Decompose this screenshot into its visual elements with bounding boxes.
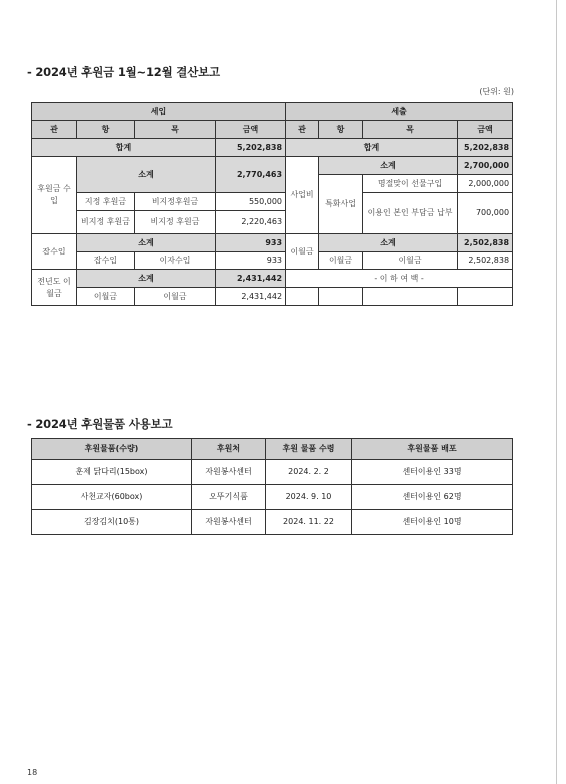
goods-header-donor: 후원처	[192, 439, 266, 460]
page-edge-divider	[556, 0, 557, 784]
nondesignated-hang: 비지정 후원금	[77, 211, 135, 234]
designated-amount: 550,000	[216, 193, 286, 211]
donation-income-gwan: 후원금 수입	[32, 157, 77, 234]
user-burden-amount: 700,000	[458, 193, 513, 234]
unit-label: (단위: 원)	[479, 87, 514, 96]
finance-report-title: - 2024년 후원금 1월~12월 결산보고	[27, 65, 220, 79]
carryover-hang: 이월금	[319, 252, 363, 270]
goods-donor: 자원봉사센터	[192, 460, 266, 485]
business-gwan: 사업비	[286, 157, 319, 234]
prev-mok: 이월금	[135, 288, 216, 306]
misc-subtotal-label: 소계	[77, 234, 216, 252]
goods-report-title: - 2024년 후원물품 사용보고	[27, 417, 173, 431]
user-burden-mok: 이용인 본인 부담금 납부	[363, 193, 458, 234]
designated-mok: 비지정후원금	[135, 193, 216, 211]
nondesignated-mok: 비지정 후원금	[135, 211, 216, 234]
goods-item: 훈제 닭다리(15box)	[32, 460, 192, 485]
goods-header-distribution: 후원물품 배포	[352, 439, 513, 460]
goods-donor: 자원봉사센터	[192, 510, 266, 535]
col-hang-income: 항	[77, 121, 135, 139]
holiday-gift-amount: 2,000,000	[458, 175, 513, 193]
goods-header-item: 후원물품(수량)	[32, 439, 192, 460]
interest-mok: 이자수입	[135, 252, 216, 270]
goods-received-date: 2024. 2. 2	[266, 460, 352, 485]
carryover-subtotal-value: 2,502,838	[458, 234, 513, 252]
empty-cell	[458, 288, 513, 306]
carryover-subtotal-label: 소계	[319, 234, 458, 252]
misc-hang: 잡수입	[77, 252, 135, 270]
empty-cell	[286, 288, 319, 306]
col-mok-income: 목	[135, 121, 216, 139]
expense-total-label: 합계	[286, 139, 458, 157]
col-mok-expense: 목	[363, 121, 458, 139]
empty-cell	[363, 288, 458, 306]
misc-subtotal-value: 933	[216, 234, 286, 252]
empty-cell	[319, 288, 363, 306]
table-row	[32, 510, 513, 535]
designated-hang: 지정 후원금	[77, 193, 135, 211]
carryover-amount: 2,502,838	[458, 252, 513, 270]
col-amount-expense: 금액	[458, 121, 513, 139]
income-total-label: 합계	[32, 139, 216, 157]
expense-header: 세출	[286, 103, 513, 121]
col-gwan-expense: 관	[286, 121, 319, 139]
goods-table	[31, 438, 513, 535]
goods-received-date: 2024. 11. 22	[266, 510, 352, 535]
prev-year-carryover-gwan: 전년도 이월금	[32, 270, 77, 306]
col-hang-expense: 항	[319, 121, 363, 139]
goods-item: 사천교자(60box)	[32, 485, 192, 510]
goods-item: 김장김치(10통)	[32, 510, 192, 535]
prev-subtotal-label: 소계	[77, 270, 216, 288]
nondesignated-amount: 2,220,463	[216, 211, 286, 234]
income-header: 세입	[32, 103, 286, 121]
col-amount-income: 금액	[216, 121, 286, 139]
page-number: 18	[27, 768, 38, 777]
goods-header-received: 후원 물품 수령	[266, 439, 352, 460]
goods-distribution: 센터이용인 33명	[352, 460, 513, 485]
special-project-hang: 특화사업	[319, 175, 363, 234]
holiday-gift-mok: 명절맞이 선물구입	[363, 175, 458, 193]
prev-subtotal-value: 2,431,442	[216, 270, 286, 288]
income-total-value: 5,202,838	[216, 139, 286, 157]
goods-donor: 오뚜기식품	[192, 485, 266, 510]
misc-income-gwan: 잡수입	[32, 234, 77, 270]
table-row	[32, 460, 513, 485]
prev-hang: 이월금	[77, 288, 135, 306]
carryover-mok: 이월금	[363, 252, 458, 270]
goods-distribution: 센터이용인 10명	[352, 510, 513, 535]
prev-amount: 2,431,442	[216, 288, 286, 306]
business-subtotal-value: 2,700,000	[458, 157, 513, 175]
donation-subtotal-value: 2,770,463	[216, 157, 286, 193]
business-subtotal-label: 소계	[319, 157, 458, 175]
interest-amount: 933	[216, 252, 286, 270]
goods-distribution: 센터이용인 62명	[352, 485, 513, 510]
goods-received-date: 2024. 9. 10	[266, 485, 352, 510]
carryover-gwan: 이월금	[286, 234, 319, 270]
blank-below-note: - 이 하 여 백 -	[286, 270, 513, 288]
col-gwan-income: 관	[32, 121, 77, 139]
finance-table	[31, 102, 513, 306]
donation-subtotal-label: 소계	[77, 157, 216, 193]
table-row	[32, 485, 513, 510]
expense-total-value: 5,202,838	[458, 139, 513, 157]
